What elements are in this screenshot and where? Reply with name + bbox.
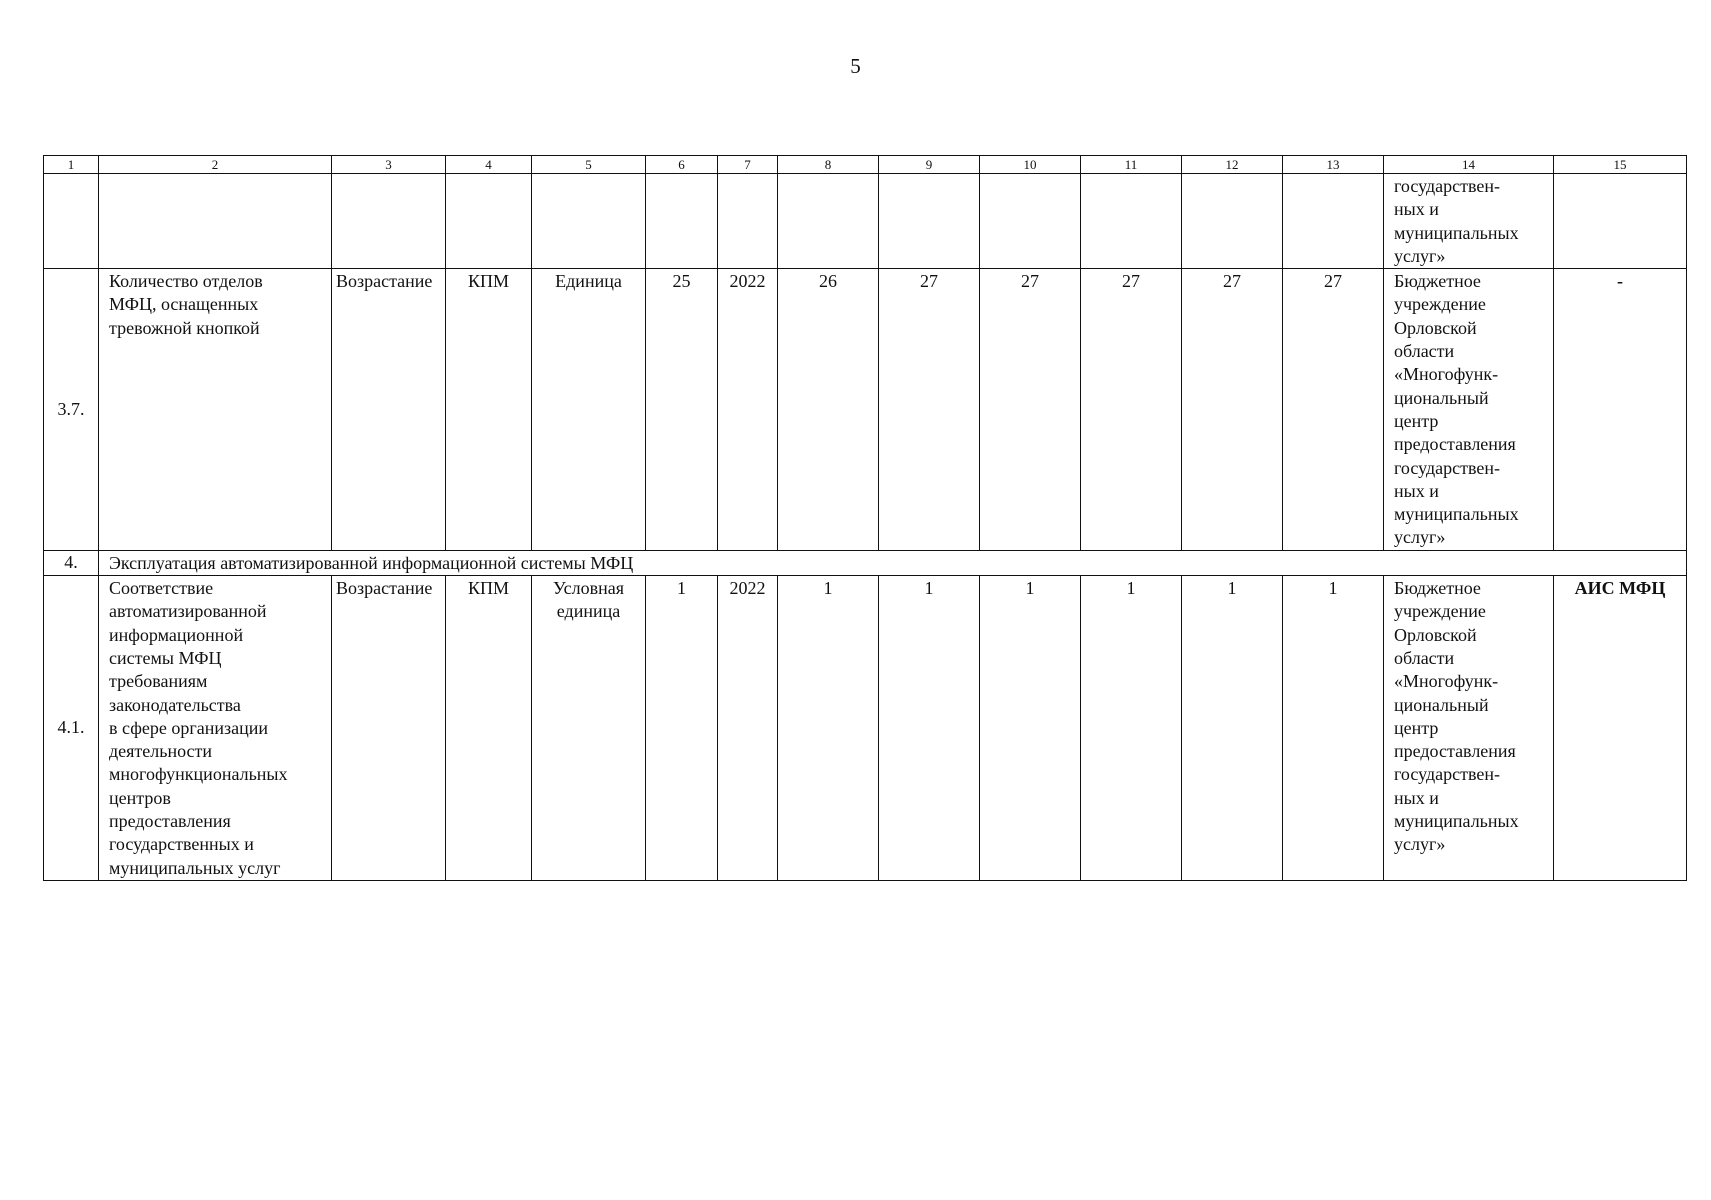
column-number: 11 xyxy=(1081,156,1182,174)
unit-cell: Единица xyxy=(532,269,646,551)
indicator-row-3-7 xyxy=(44,269,1687,551)
table-cell xyxy=(332,174,446,269)
base-value-cell: 25 xyxy=(646,269,718,551)
column-number: 2 xyxy=(99,156,332,174)
value-cell: 1 xyxy=(1283,576,1384,881)
table-cell xyxy=(980,174,1081,269)
column-number: 5 xyxy=(532,156,646,174)
column-number: 4 xyxy=(446,156,532,174)
responsible-org-cell: Бюджетное учреждение Орловской области «Многофунк- циональный центр предоставления государствен- ных и муниципальных услуг» xyxy=(1384,576,1554,881)
column-number: 3 xyxy=(332,156,446,174)
value-cell: 1 xyxy=(1081,576,1182,881)
table-cell xyxy=(1554,174,1687,269)
table-cell xyxy=(1182,174,1283,269)
unit-cell: Условная единица xyxy=(532,576,646,881)
table-cell xyxy=(879,174,980,269)
column-number: 14 xyxy=(1384,156,1554,174)
value-cell: 27 xyxy=(1081,269,1182,551)
type-cell: КПМ xyxy=(446,576,532,881)
table-cell xyxy=(446,174,532,269)
indicators-table xyxy=(43,155,1687,881)
type-cell: КПМ xyxy=(446,269,532,551)
value-cell: 1 xyxy=(1182,576,1283,881)
table-cell xyxy=(532,174,646,269)
value-cell: 27 xyxy=(879,269,980,551)
table-cell xyxy=(1283,174,1384,269)
table-cell xyxy=(778,174,879,269)
column-number: 8 xyxy=(778,156,879,174)
section-title: Эксплуатация автоматизированной информационной системы МФЦ xyxy=(99,550,1687,575)
column-number: 7 xyxy=(718,156,778,174)
value-cell: 27 xyxy=(1283,269,1384,551)
column-number: 10 xyxy=(980,156,1081,174)
table-cell xyxy=(718,174,778,269)
column-number: 13 xyxy=(1283,156,1384,174)
page-number: 5 xyxy=(850,54,861,78)
table-cell xyxy=(44,174,99,269)
value-cell: 1 xyxy=(879,576,980,881)
info-system-cell: - xyxy=(1554,269,1687,551)
column-number: 15 xyxy=(1554,156,1687,174)
row-number: 4.1. xyxy=(44,576,99,881)
value-cell: 1 xyxy=(980,576,1081,881)
table-cell xyxy=(1081,174,1182,269)
row-number: 3.7. xyxy=(44,269,99,551)
base-year-cell: 2022 xyxy=(718,269,778,551)
direction-cell: Возрастание xyxy=(332,269,446,551)
table-cell xyxy=(646,174,718,269)
base-value-cell: 1 xyxy=(646,576,718,881)
section-number: 4. xyxy=(44,550,99,575)
continuation-row xyxy=(44,174,1687,269)
section-row-4 xyxy=(44,550,1687,575)
base-year-cell: 2022 xyxy=(718,576,778,881)
value-cell: 27 xyxy=(980,269,1081,551)
value-cell: 26 xyxy=(778,269,879,551)
column-number: 6 xyxy=(646,156,718,174)
value-cell: 1 xyxy=(778,576,879,881)
responsible-org-cell: государствен- ных и муниципальных услуг» xyxy=(1384,174,1554,269)
column-number: 1 xyxy=(44,156,99,174)
responsible-org-cell: Бюджетное учреждение Орловской области «Многофунк- циональный центр предоставления государствен- ных и муниципальных услуг» xyxy=(1384,269,1554,551)
column-number: 12 xyxy=(1182,156,1283,174)
indicator-name: Соответствие автоматизированной информационной системы МФЦ требованиям законодательства в сфере организации деятельности многофункциональных центров предоставления государственных и муниципальных услуг xyxy=(99,576,332,881)
column-number: 9 xyxy=(879,156,980,174)
column-number-row xyxy=(44,156,1687,174)
info-system-cell: АИС МФЦ xyxy=(1554,576,1687,881)
indicator-row-4-1 xyxy=(44,576,1687,881)
value-cell: 27 xyxy=(1182,269,1283,551)
indicator-name: Количество отделов МФЦ, оснащенных тревожной кнопкой xyxy=(99,269,332,551)
direction-cell: Возрастание xyxy=(332,576,446,881)
table-cell xyxy=(99,174,332,269)
